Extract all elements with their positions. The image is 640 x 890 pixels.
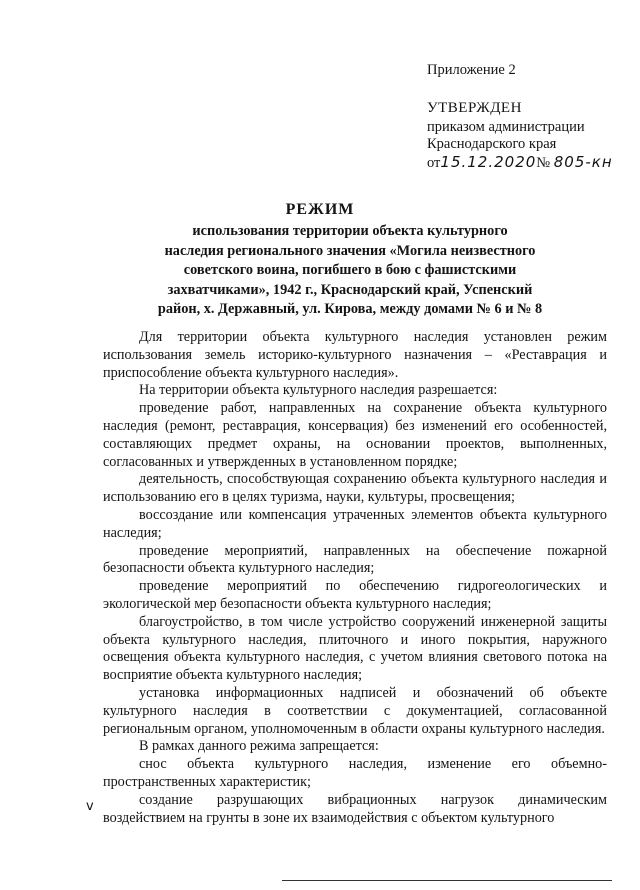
subtitle-line: использования территории объекта культурного [192,223,508,239]
body-paragraph: проведение работ, направленных на сохранение объекта культурного наследия (ремонт, реставрация, консервация) без изменений его особенностей, составляющих предмет охраны, на основании проектов, выполненных, согласованных и утвержденных в установленном порядке; [103,400,607,470]
number-prefix: № [536,155,551,171]
document-subtitle [140,222,560,320]
body-paragraph: В рамках данного режима запрещается: [139,738,379,755]
subtitle-line: район, х. Державный, ул. Кирова, между домами № 6 и № 8 [157,301,543,318]
date-prefix: от [427,155,441,171]
body-paragraph: Для территории объекта культурного наследия установлен режим использования земель историко-культурного назначения – «Реставрация и приспособление объекта культурного наследия». [103,329,607,381]
body-paragraph: проведение мероприятий, направленных на обеспечение пожарной безопасности объекта культурного наследия; [103,542,607,577]
approval-line-2: Краснодарского края [427,136,557,152]
margin-mark: v [86,799,94,814]
subtitle-line: наследия регионального значения «Могила неизвестного [164,242,536,259]
scan-edge-line [282,880,612,881]
subtitle-line: советского воина, погибшего в бою с фашистскими [183,262,517,279]
subtitle-line: захватчиками», 1942 г., Краснодарский край, Успенский [167,281,533,298]
document-title: РЕЖИМ [285,201,355,218]
body-paragraph: деятельность, способствующая сохранению объекта культурного наследия и использованию его в целях туризма, науки, культуры, просвещения; [103,471,607,506]
approval-date-line [427,154,613,171]
body-paragraph: создание разрушающих вибрационных нагрузок динамическим воздействием на грунты в зоне их взаимодействия с объектом культурного [103,791,607,826]
body-paragraph: проведение мероприятий по обеспечению гидрогеологических и экологической мер безопасности объекта культурного наследия; [103,578,607,612]
appendix-label: Приложение 2 [427,62,516,78]
body-paragraph: установка информационных надписей и обозначений об объекте культурного наследия в соответствии с документацией, согласованной региональным органом, уполномоченным в области охраны культурного наследия. [103,684,607,737]
body-paragraph: снос объекта культурного наследия, изменение его объемно-пространственных характеристик; [103,756,607,790]
body-paragraph: благоустройство, в том числе устройство сооружений инженерной защиты объекта культурного наследия, плиточного и иного покрытия, наружного освещения объекта культурного наследия, с учетом влияния светового потока на восприятие объекта культурного наследия; [103,613,607,684]
approval-line-1: приказом администрации [427,119,585,135]
body-paragraph: воссоздание или компенсация утраченных элементов объекта культурного наследия; [103,506,607,541]
body-paragraph: На территории объекта культурного наследия разрешается: [139,382,498,399]
handwritten-date: 15.12.2020 [440,153,537,171]
handwritten-number: 805-кн [553,153,613,171]
approved-heading: УТВЕРЖДЕН [427,100,522,116]
document-body [103,329,607,827]
